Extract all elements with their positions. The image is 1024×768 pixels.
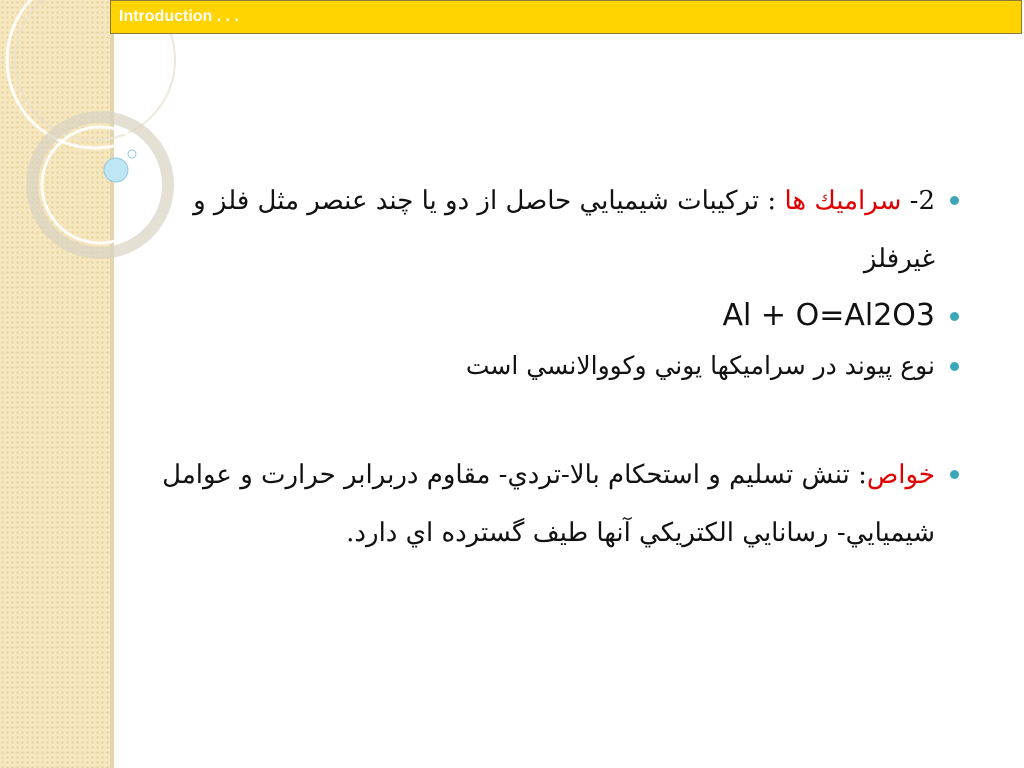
slide-title: Introduction . . . bbox=[119, 8, 239, 25]
bullet-dot-icon bbox=[950, 312, 959, 321]
properties-term: خواص bbox=[866, 460, 935, 490]
bullet-item-bond-type bbox=[140, 344, 963, 388]
bullet-item-formula bbox=[140, 288, 963, 344]
bullet-dot-icon bbox=[950, 470, 959, 479]
bullet-dot-icon bbox=[950, 362, 959, 371]
properties-separator: : bbox=[858, 460, 867, 490]
item-separator: : bbox=[759, 186, 785, 216]
formula-text: Al + O=Al2O3 bbox=[722, 298, 935, 333]
bullet-item-ceramics bbox=[140, 172, 963, 288]
item-number: 2- bbox=[909, 186, 935, 216]
ceramics-term: سراميك ها bbox=[784, 186, 902, 216]
ceramics-definition: تركيبات شيميايي حاصل از دو يا چند عنصر مثل فلز و غيرفلز bbox=[193, 186, 935, 274]
properties-text: تنش تسليم و استحکام بالا-تردي- مقاوم دربرابر حرارت و عوامل شيميايي- رسانايي الکتريکي آنها طيف گسترده اي دارد. bbox=[162, 460, 935, 548]
bullet-item-properties bbox=[140, 446, 963, 562]
bullet-dot-icon bbox=[950, 196, 959, 205]
title-bar bbox=[110, 0, 1022, 34]
slide-content bbox=[140, 160, 963, 562]
bond-type-text: نوع پيوند در سراميکها يوني وکووالانسي است bbox=[465, 351, 935, 380]
